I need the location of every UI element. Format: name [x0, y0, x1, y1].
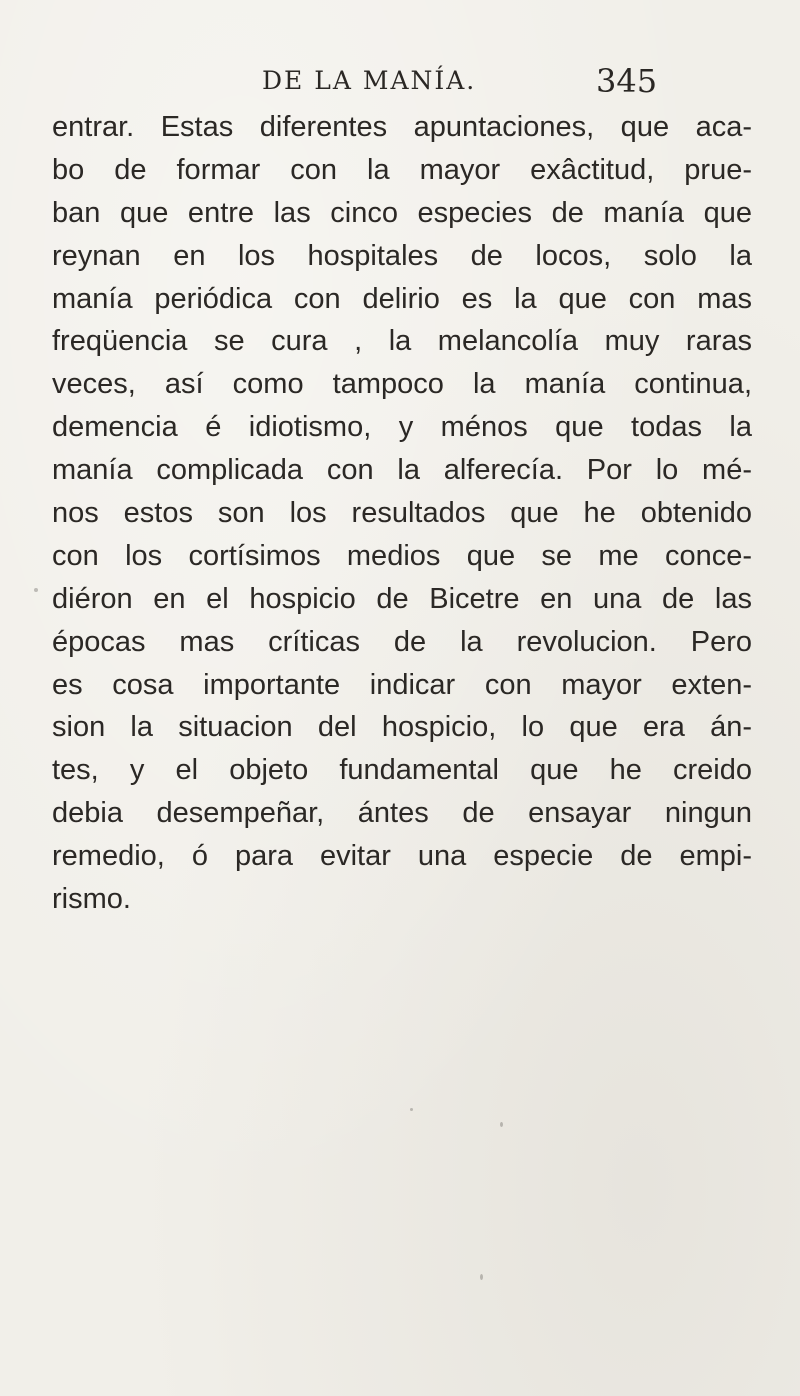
body-paragraph: [52, 106, 752, 921]
text-line: rismo.: [52, 883, 131, 916]
text-line: reynan en los hospitales de locos, solo la: [52, 239, 752, 272]
text-line: remedio, ó para evitar una especie de empi-: [52, 840, 752, 873]
running-head: DE LA MANÍA.: [262, 66, 477, 95]
page-number: 345: [596, 62, 658, 100]
text-line: veces, así como tampoco la manía continua,: [52, 368, 752, 401]
text-line: manía periódica con delirio es la que con mas: [52, 282, 752, 315]
paper-speck: [500, 1122, 503, 1127]
page-header: [0, 62, 800, 108]
text-line: épocas mas críticas de la revolucion. Pero: [52, 625, 752, 658]
text-line: demencia é idiotismo, y ménos que todas la: [52, 411, 752, 444]
text-line: diéron en el hospicio de Bicetre en una de las: [52, 582, 752, 615]
paper-speck: [480, 1274, 483, 1280]
paper-speck: [34, 588, 38, 592]
text-line: freqüencia se cura , la melancolía muy raras: [52, 325, 752, 358]
text-line: con los cortísimos medios que se me conce-: [52, 539, 752, 572]
text-line: es cosa importante indicar con mayor exten-: [52, 668, 752, 701]
text-line: nos estos son los resultados que he obtenido: [52, 497, 752, 530]
paper-speck: [410, 1108, 413, 1111]
text-line: ban que entre las cinco especies de manía que: [52, 196, 752, 229]
text-line: bo de formar con la mayor exâctitud, prue-: [52, 153, 752, 186]
text-line: manía complicada con la alferecía. Por lo mé-: [52, 454, 752, 487]
text-line: sion la situacion del hospicio, lo que era án-: [52, 711, 752, 744]
text-line: entrar. Estas diferentes apuntaciones, que aca-: [52, 111, 752, 143]
text-line: tes, y el objeto fundamental que he creido: [52, 754, 752, 787]
text-line: debia desempeñar, ántes de ensayar ningun: [52, 797, 752, 830]
